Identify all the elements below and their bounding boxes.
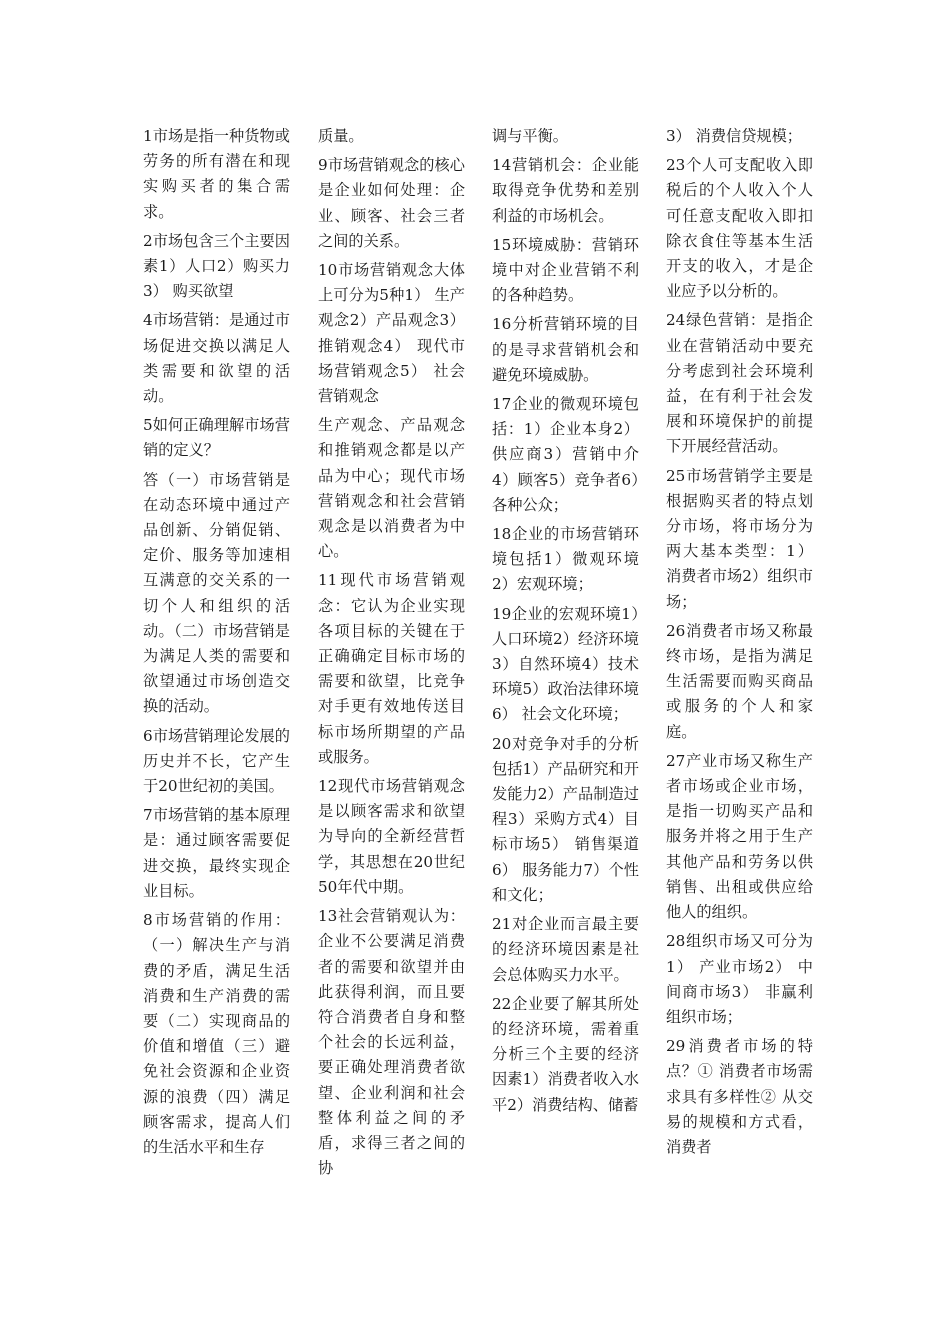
paragraph: 5如何正确理解市场营销的定义？ [143,416,290,460]
paragraph: 24绿色营销：是指企业在营销活动中要充分考虑到社会环境利益，在有利于社会发展和环境保护的前提下开展经营活动。 [666,311,813,456]
paragraph: 生产观念、产品观念和推销观念都是以产品为中心；现代市场营销观念和社会营销观念是以消费者为中心。 [318,416,465,561]
text-column-3 [492,124,639,1122]
text-column-1 [143,124,290,1164]
paragraph: 11现代市场营销观念：它认为企业实现各项目标的关键在于正确确定目标市场的需要和欲望，比竞争对手更有效地传送目标市场所期望的产品或服务。 [318,571,465,766]
paragraph: 3） 消费信贷规模； [666,127,802,145]
paragraph: 15环境威胁：营销环境中对企业营销不利的各种趋势。 [492,235,639,305]
paragraph: 7市场营销的基本原理是：通过顾客需要促进交换，最终实现企业目标。 [143,806,290,900]
paragraph: 14营销机会：企业能取得竞争优势和差别利益的市场机会。 [492,156,639,225]
paragraph: 16分析营销环境的目的是寻求营销机会和避免环境威胁。 [492,315,639,384]
paragraph: 26消费者市场又称最终市场，是指为满足生活需要而购买商品或服务的个人和家庭。 [666,621,813,741]
paragraph: 17企业的微观环境包括：1）企业本身2）供应商3）营销中介4）顾客5）竞争者6）各种公众； [492,395,639,514]
paragraph: 27产业市场又称生产者市场或企业市场，是指一切购买产品和服务并将之用于生产其他产品和劳务以供销售、出租或供应给他人的组织。 [666,751,813,922]
paragraph: 2市场包含三个主要因素1）人口2）购买力3） 购买欲望 [143,231,290,301]
paragraph: 25市场营销学主要是根据购买者的特点划分市场，将市场分为两大基本类型：1） 消费者市场2）组织市场； [666,466,813,611]
paragraph: 21对企业而言最主要的经济环境因素是社会总体购买力水平。 [492,915,639,984]
paragraph: 12现代市场营销观念是以顾客需求和欲望为导向的全新经营哲学，其思想在20世纪50年代中期。 [318,777,465,896]
paragraph: 22企业要了解其所处的经济环境，需着重分析三个主要的经济因素1）消费者收入水平2）消费结构、储蓄 [492,994,639,1114]
paragraph: 1市场是指一种货物或劳务的所有潜在和现实购买者的集合需求。 [143,127,290,221]
text-column-4 [666,124,813,1164]
paragraph: 13社会营销观认为：企业不公要满足消费者的需要和欲望并由此获得利润，而且要符合消费者自身和整个社会的长远利益，要正确处理消费者欲望、企业利润和社会整体利益之间的矛盾，求得三者之间的协 [318,907,465,1178]
paragraph: 4市场营销：是通过市场促进交换以满足人类需要和欲望的活动。 [143,311,290,406]
paragraph: 6市场营销理论发展的历史并不长，它产生于20世纪初的美国。 [143,726,290,796]
text-column-2 [318,124,465,1185]
paragraph: 8市场营销的作用：（一）解决生产与消费的矛盾，满足生活消费和生产消费的需要（二）实现商品的价值和增值（三）避免社会资源和企业资源的浪费（四）满足顾客需求，提高人们的生活水平和生存 [143,911,290,1156]
paragraph: 答（一）市场营销是在动态环境中通过产品创新、分销促销、定价、服务等加速相互满意的交关系的一切个人和组织的活动。（二）市场营销是为满足人类的需要和欲望通过市场创造交换的活动。 [143,470,290,716]
paragraph: 质量。 [318,127,364,145]
paragraph: 调与平衡。 [492,127,568,145]
paragraph: 20对竞争对手的分析包括1）产品研究和开发能力2）产品制造过程3）采购方式4）目标市场5） 销售渠道6） 服务能力7）个性和文化； [492,734,639,904]
paragraph: 29消费者市场的特点？① 消费者市场需求具有多样性② 从交易的规模和方式看，消费者 [666,1037,813,1156]
paragraph: 18企业的市场营销环境包括1）微观环境2）宏观环境； [492,525,639,594]
paragraph: 23个人可支配收入即税后的个人收入个人可任意支配收入即扣除衣食住等基本生活开支的收入，才是企业应予以分析的。 [666,156,813,301]
paragraph: 9市场营销观念的核心是企业如何处理：企业、顾客、社会三者之间的关系。 [318,156,465,250]
paragraph: 10市场营销观念大体上可分为5种1） 生产观念2）产品观念3） 推销观念4） 现代市场营销观念5） 社会营销观念 [318,261,465,406]
paragraph: 19企业的宏观环境1）人口环境2）经济环境3）自然环境4）技术环境5）政治法律环境6） 社会文化环境； [492,604,639,724]
paragraph: 28组织市场又可分为1） 产业市场2） 中间商市场3） 非赢利组织市场； [666,932,813,1026]
